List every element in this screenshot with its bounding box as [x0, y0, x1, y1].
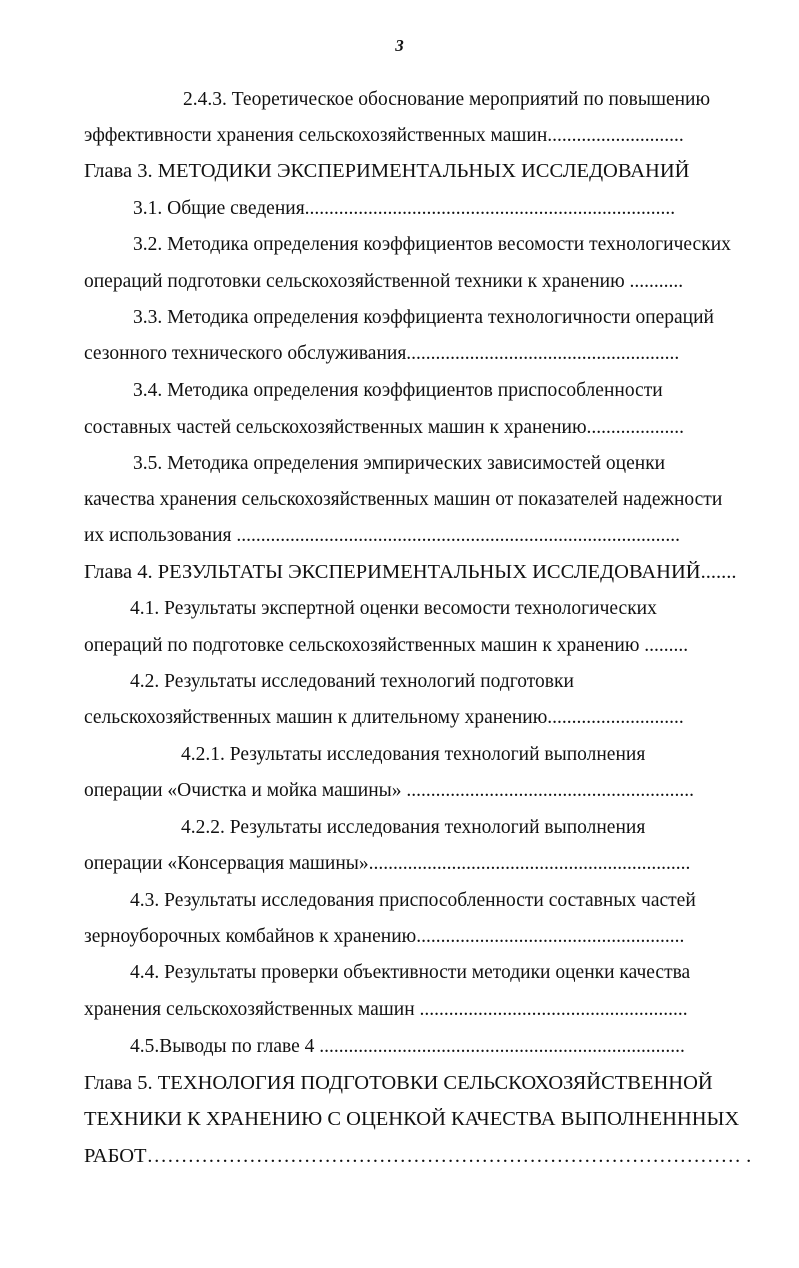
toc-line: эффективности хранения сельскохозяйственных машин............................	[84, 125, 684, 146]
toc-line: 4.2.2. Результаты исследования технологий выполнения	[181, 817, 646, 838]
toc-line: зерноуборочных комбайнов к хранению.......................................................	[84, 926, 685, 947]
toc-line: 4.1. Результаты экспертной оценки весомости технологических	[130, 598, 657, 619]
toc-chapter-heading: ТЕХНИКИ К ХРАНЕНИЮ С ОЦЕНКОЙ КАЧЕСТВА ВЫПОЛНЕНННЫХ	[84, 1108, 740, 1130]
toc-line: хранения сельскохозяйственных машин .......................................................	[84, 999, 688, 1020]
toc-line: 4.2.1. Результаты исследования технологий выполнения	[181, 744, 646, 765]
toc-line: 3.1. Общие сведения............................................................................	[133, 198, 676, 219]
toc-line: сезонного технического обслуживания........................................................	[84, 343, 680, 364]
toc-line: их использования ...........................................................................................	[84, 525, 680, 546]
toc-line: составных частей сельскохозяйственных машин к хранению....................	[84, 417, 685, 438]
toc-chapter-heading: РАБОТ…………………………………………………………………………… .	[84, 1145, 752, 1167]
page-number: 3	[395, 36, 404, 55]
toc-line: 2.4.3. Теоретическое обоснование мероприятий по повышению	[183, 89, 711, 110]
toc-chapter-heading: Глава 4. РЕЗУЛЬТАТЫ ЭКСПЕРИМЕНТАЛЬНЫХ ИССЛЕДОВАНИЙ.......	[84, 561, 737, 583]
toc-line: операции «Очистка и мойка машины» ...........................................................	[84, 780, 695, 801]
toc-line: 3.3. Методика определения коэффициента технологичности операций	[133, 307, 714, 328]
toc-line: 4.5.Выводы по главе 4 ...........................................................................	[130, 1036, 685, 1057]
toc-line: операций по подготовке сельскохозяйственных машин к хранению .........	[84, 635, 689, 656]
toc-line: 4.2. Результаты исследований технологий подготовки	[130, 671, 574, 692]
toc-line: 4.3. Результаты исследования приспособленности составных частей	[130, 890, 696, 911]
toc-line: 3.5. Методика определения эмпирических зависимостей оценки	[133, 453, 666, 474]
toc-line: 4.4. Результаты проверки объективности методики оценки качества	[130, 962, 691, 983]
toc-line: 3.4. Методика определения коэффициентов приспособленности	[133, 380, 663, 401]
toc-chapter-heading: Глава 5. ТЕХНОЛОГИЯ ПОДГОТОВКИ СЕЛЬСКОХОЗЯЙСТВЕННОЙ	[84, 1072, 713, 1094]
toc-line: операций подготовки сельскохозяйственной техники к хранению ...........	[84, 271, 684, 292]
toc-line: операции «Консервация машины»..................................................................	[84, 853, 691, 874]
toc-line: качества хранения сельскохозяйственных машин от показателей надежности	[84, 489, 723, 510]
toc-line: 3.2. Методика определения коэффициентов весомости технологических	[133, 234, 731, 255]
toc-line: сельскохозяйственных машин к длительному хранению............................	[84, 707, 684, 728]
toc-chapter-heading: Глава 3. МЕТОДИКИ ЭКСПЕРИМЕНТАЛЬНЫХ ИССЛЕДОВАНИЙ	[84, 160, 690, 182]
